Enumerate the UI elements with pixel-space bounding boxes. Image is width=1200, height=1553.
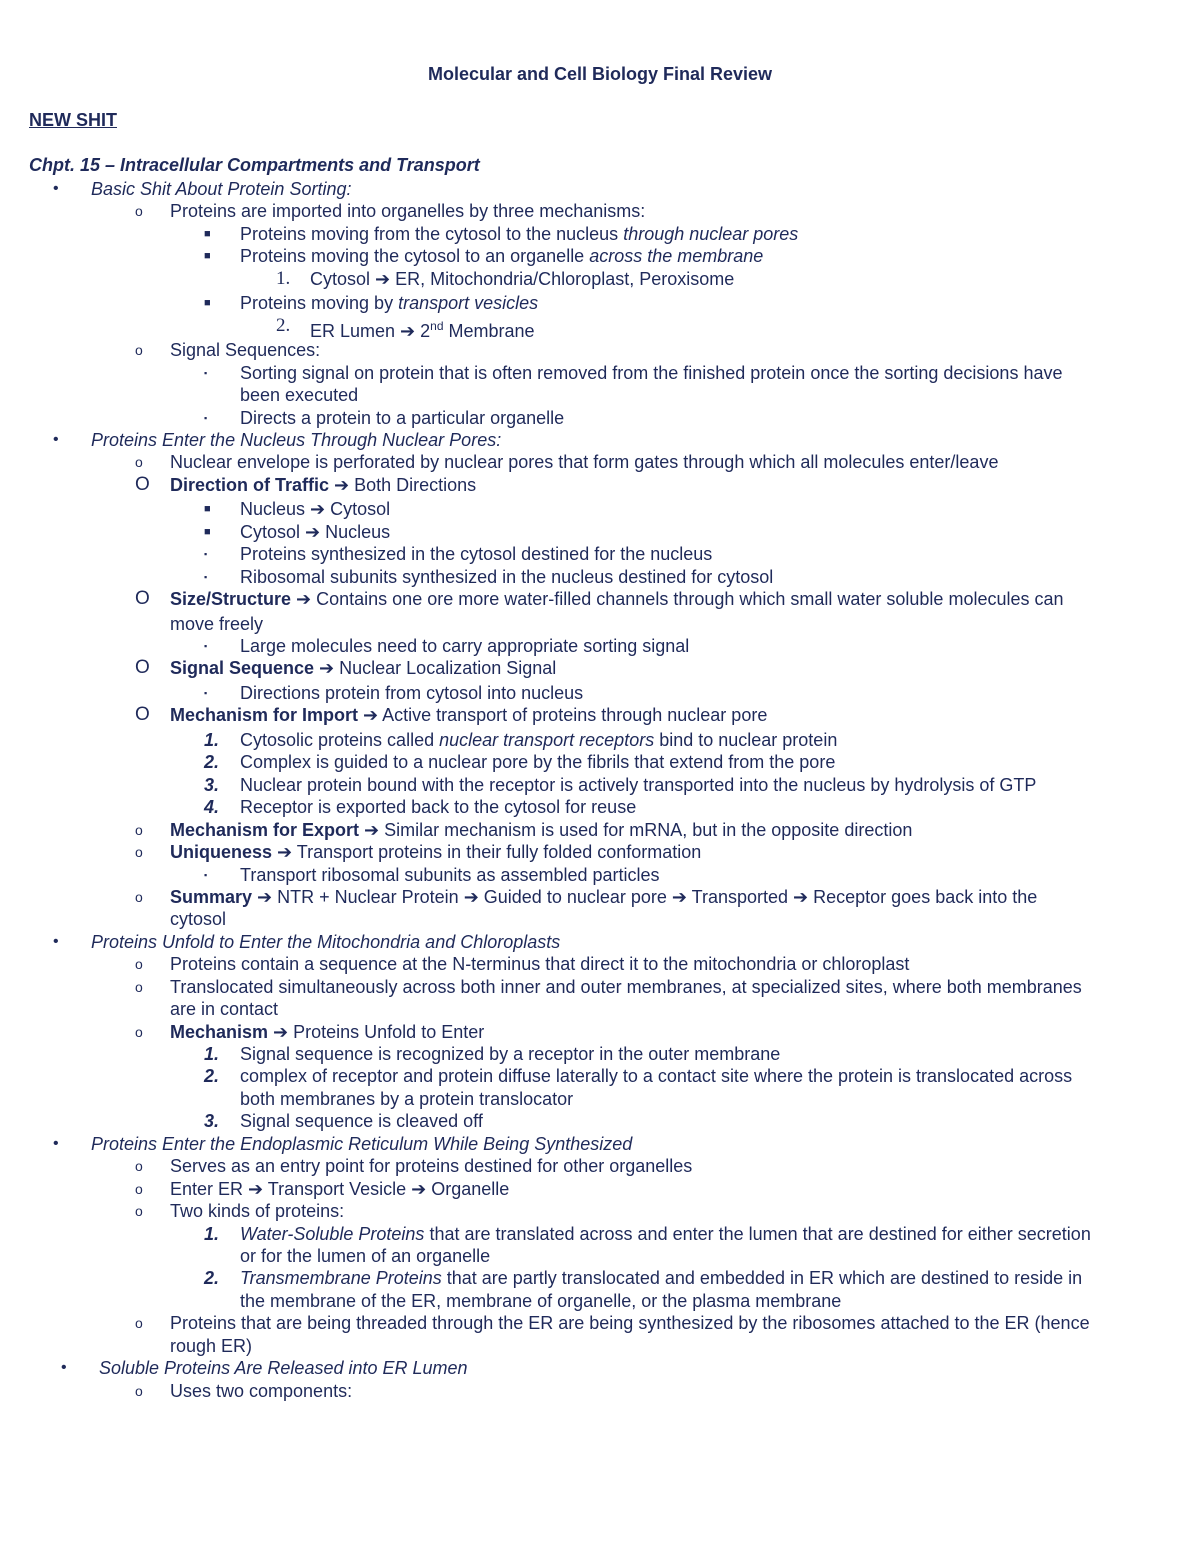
- outline-item-text: [170, 886, 1037, 908]
- outline-item: [0, 774, 1200, 796]
- outline-item: [0, 682, 1200, 704]
- text-run: Proteins Unfold to Enter the Mitochondria and Chloroplasts: [91, 931, 561, 952]
- bullet-marker: •: [53, 430, 59, 448]
- outline-item-text: [170, 704, 767, 726]
- text-run: across the membrane: [589, 246, 764, 267]
- chapter-heading: Chpt. 15 – Intracellular Compartments and Transport: [29, 155, 480, 175]
- outline-item-text: [170, 588, 1064, 610]
- text-run: Transport proteins in their fully folded conformation: [292, 842, 702, 863]
- bullet-marker: ■: [204, 525, 211, 538]
- outline-item-text: [240, 1223, 1091, 1245]
- text-run: Transmembrane Proteins: [240, 1268, 442, 1289]
- text-run: rough ER): [170, 1335, 253, 1356]
- text-run: Translocated simultaneously across both inner and outer membranes, at specialized sites, where both membranes: [170, 976, 1082, 997]
- outline-item-text: [240, 292, 538, 314]
- text-run: Summary ➔: [170, 886, 273, 907]
- outline-item: [0, 200, 1200, 222]
- list-number: 1.: [276, 267, 291, 289]
- text-run: the membrane of the ER, membrane of organelle, or the plasma membrane: [240, 1290, 842, 1311]
- text-run: Both Directions: [349, 474, 477, 495]
- outline-item-text: [91, 429, 501, 451]
- outline-item-text: [240, 751, 835, 773]
- text-run: Proteins moving by: [240, 293, 399, 314]
- outline-item-text: [170, 1380, 352, 1402]
- text-run: Large molecules need to carry appropriate sorting signal: [240, 636, 690, 656]
- outline-item: [0, 566, 1200, 588]
- bullet-marker: ▪: [204, 641, 208, 651]
- text-run: through nuclear pores: [623, 223, 799, 244]
- outline-item-text: [170, 1178, 509, 1200]
- outline-item: [0, 864, 1200, 886]
- bullet-marker: •: [53, 180, 59, 197]
- outline-item: [0, 796, 1200, 818]
- bullet-marker: o: [135, 821, 143, 838]
- bullet-marker: ■: [204, 503, 211, 516]
- outline-item: [0, 635, 1200, 657]
- outline-item: [0, 841, 1200, 863]
- outline-item: [0, 223, 1200, 245]
- text-run: Signal Sequence ➔: [170, 658, 335, 679]
- outline-item-text: [240, 1043, 780, 1065]
- outline-item: [0, 886, 1200, 908]
- list-number: 1.: [204, 729, 220, 750]
- outline-item-text: [170, 953, 909, 975]
- list-number: 4.: [204, 797, 220, 818]
- text-run: Similar mechanism is used for mRNA, but in the opposite direction: [379, 819, 913, 840]
- outline-item-text: [310, 268, 734, 290]
- text-run: Soluble Proteins Are Released into ER Lumen: [99, 1358, 468, 1379]
- text-run: Cytosol ➔ ER, Mitochondria/Chloroplast, Peroxisome: [310, 268, 735, 289]
- outline-item-text: [240, 543, 712, 565]
- outline-item-text: [170, 976, 1082, 998]
- outline-item: [0, 1155, 1200, 1177]
- outline-item-text: [170, 841, 701, 863]
- text-run: Mechanism for Export ➔: [170, 819, 380, 840]
- list-number: 2.: [204, 752, 220, 773]
- text-run: Ribosomal subunits synthesized in the nucleus destined for cytosol: [240, 566, 774, 587]
- outline-item: [0, 292, 1200, 314]
- text-run: Two kinds of proteins:: [170, 1201, 345, 1222]
- text-run: Proteins are imported into organelles by three mechanisms:: [170, 201, 646, 222]
- bullet-marker: o: [135, 1382, 143, 1399]
- outline-item: [0, 657, 1200, 682]
- outline-item: [0, 704, 1200, 729]
- text-run: Proteins contain a sequence at the N-terminus that direct it to the mitochondria or chloroplast: [170, 954, 910, 975]
- text-run: Proteins Unfold to Enter: [288, 1021, 485, 1042]
- outline-item: [0, 451, 1200, 473]
- outline-item: [0, 976, 1200, 998]
- outline-item-continuation: [0, 908, 1200, 930]
- bullet-marker: o: [135, 1180, 143, 1197]
- outline-item-text: [170, 474, 476, 496]
- text-run: Proteins Enter the Endoplasmic Reticulum While Being Synthesized: [91, 1133, 633, 1154]
- outline-item-text: [240, 635, 689, 657]
- outline-item-continuation: [0, 1290, 1200, 1312]
- bullet-marker: O: [135, 657, 150, 679]
- outline-item-continuation: [0, 1335, 1200, 1357]
- bullet-marker: o: [135, 844, 143, 861]
- text-run: Nuclear envelope is perforated by nuclear pores that form gates through which all molecules enter/leave: [170, 452, 999, 473]
- text-run: that are translated across and enter the lumen that are destined for either secretion: [424, 1223, 1091, 1244]
- outline-item: [0, 407, 1200, 429]
- text-run: Signal Sequences:: [170, 340, 321, 361]
- text-run: Active transport of proteins through nuclear pore: [378, 705, 768, 726]
- text-run: Serves as an entry point for proteins destined for other organelles: [170, 1156, 693, 1177]
- outline-item-text: [170, 819, 912, 841]
- section-heading: NEW SHIT: [29, 110, 117, 130]
- outline-item-text: [170, 339, 320, 361]
- bullet-marker: ▪: [204, 549, 208, 560]
- outline-item-text: [240, 498, 390, 520]
- outline-item-text: [240, 362, 1062, 384]
- outline-item: [0, 1312, 1200, 1334]
- outline-item: [0, 1021, 1200, 1043]
- text-run: that are partly translocated and embedded in ER which are destined to reside in: [441, 1268, 1083, 1289]
- outline-item: [0, 245, 1200, 267]
- outline-item: [0, 1200, 1200, 1222]
- outline-item: [0, 498, 1200, 520]
- bullet-marker: •: [61, 1359, 67, 1377]
- text-run: bind to nuclear protein: [654, 729, 838, 750]
- text-run: Proteins synthesized in the cytosol destined for the nucleus: [240, 544, 713, 565]
- text-run: Direction of Traffic ➔: [170, 474, 350, 495]
- list-number: 2.: [204, 1066, 220, 1087]
- text-run: Uniqueness ➔: [170, 842, 293, 863]
- outline-item-text: [240, 1290, 841, 1312]
- outline-item-text: [91, 178, 351, 200]
- outline-item: [0, 1178, 1200, 1200]
- outline-item: [0, 1065, 1200, 1087]
- outline-item: [0, 1133, 1200, 1155]
- text-run: Proteins moving the cytosol to an organelle: [240, 246, 590, 267]
- text-run: Basic Shit About Protein Sorting:: [91, 179, 352, 199]
- outline-item: [0, 588, 1200, 613]
- text-run: Nuclear protein bound with the receptor is actively transported into the nucleus by hydrolysis of GTP: [240, 774, 1037, 795]
- bullet-marker: o: [135, 454, 143, 471]
- text-run: NTR + Nuclear Protein ➔ Guided to nuclear pore ➔ Transported ➔ Receptor goes back into the: [272, 886, 1038, 907]
- list-number: 1.: [204, 1044, 220, 1064]
- outline-item-text: [170, 1155, 692, 1177]
- outline-item-text: [240, 521, 390, 543]
- bullet-marker: o: [135, 342, 143, 359]
- text-run: both membranes by a protein translocator: [240, 1088, 574, 1109]
- bullet-marker: o: [135, 1203, 143, 1220]
- outline-item-continuation: [0, 998, 1200, 1020]
- outline-item-text: [170, 908, 226, 930]
- outline-item: [0, 1110, 1200, 1132]
- bullet-marker: ▪: [204, 367, 208, 378]
- bullet-marker: o: [135, 888, 143, 905]
- text-run: Cytosol ➔ Nucleus: [240, 521, 391, 542]
- text-run: nd: [430, 318, 444, 333]
- outline-item-text: [240, 384, 358, 406]
- list-number: 3.: [204, 1111, 220, 1132]
- bullet-marker: O: [135, 473, 150, 495]
- outline-item: [0, 543, 1200, 565]
- outline-item-text: [240, 682, 583, 704]
- outline-item-text: [240, 223, 798, 245]
- outline-item: [0, 362, 1200, 384]
- outline-item: [0, 729, 1200, 751]
- outline-list: [0, 178, 1200, 1402]
- text-run: or for the lumen of an organelle: [240, 1245, 491, 1266]
- list-number: 2.: [204, 1268, 220, 1289]
- outline-item-continuation: [0, 1245, 1200, 1267]
- outline-item-text: [91, 1133, 632, 1155]
- text-run: complex of receptor and protein diffuse laterally to a contact site where the protein is translocated across: [240, 1066, 1073, 1087]
- list-number: 1.: [204, 1223, 220, 1244]
- bullet-marker: o: [135, 978, 143, 995]
- outline-item: [0, 953, 1200, 975]
- outline-item-text: [91, 931, 560, 953]
- outline-item: [0, 339, 1200, 361]
- list-number: 3.: [204, 774, 220, 795]
- outline-item-text: [170, 451, 998, 473]
- bullet-marker: ▪: [204, 869, 208, 880]
- bullet-marker: •: [53, 932, 59, 950]
- outline-item: [0, 819, 1200, 841]
- outline-item: [0, 268, 1200, 293]
- outline-item-text: [240, 1267, 1082, 1289]
- outline-item-text: [170, 998, 278, 1020]
- bullet-marker: ▪: [204, 571, 208, 582]
- text-run: Sorting signal on protein that is often removed from the finished protein once the sorting decisions have: [240, 362, 1063, 383]
- text-run: Signal sequence is recognized by a receptor in the outer membrane: [240, 1044, 781, 1064]
- outline-item-text: [170, 613, 263, 635]
- outline-item-text: [240, 1088, 573, 1110]
- outline-item: [0, 474, 1200, 499]
- outline-item-text: [310, 315, 535, 342]
- outline-item-continuation: [0, 613, 1200, 635]
- text-run: ER Lumen ➔ 2: [310, 320, 431, 341]
- text-run: Uses two components:: [170, 1380, 353, 1401]
- text-run: Proteins that are being threaded through the ER are being synthesized by the ribosomes attached to the ER (hence: [170, 1313, 1090, 1334]
- bullet-marker: O: [135, 588, 150, 610]
- bullet-marker: •: [53, 1134, 59, 1152]
- text-run: Complex is guided to a nuclear pore by the fibrils that extend from the pore: [240, 752, 836, 773]
- text-run: Receptor is exported back to the cytosol for reuse: [240, 797, 637, 818]
- outline-item-text: [240, 1110, 483, 1132]
- outline-item: [0, 931, 1200, 953]
- bullet-marker: o: [135, 1315, 143, 1332]
- text-run: move freely: [170, 613, 264, 634]
- outline-item: [0, 178, 1200, 200]
- outline-item-text: [170, 1335, 252, 1357]
- text-run: are in contact: [170, 999, 279, 1020]
- bullet-marker: ▪: [204, 687, 208, 698]
- outline-item-text: [170, 657, 556, 679]
- document-title: Molecular and Cell Biology Final Review: [427, 64, 773, 84]
- outline-item-text: [240, 774, 1036, 796]
- bullet-marker: o: [135, 956, 143, 973]
- outline-item-text: [240, 729, 837, 751]
- text-run: cytosol: [170, 909, 227, 930]
- outline-item-text: [170, 1021, 484, 1043]
- bullet-marker: o: [135, 1158, 143, 1175]
- outline-item-text: [170, 200, 645, 222]
- bullet-marker: ■: [204, 227, 211, 240]
- text-run: Cytosolic proteins called: [240, 729, 440, 750]
- outline-item-text: [240, 864, 660, 886]
- text-run: Directs a protein to a particular organelle: [240, 407, 565, 428]
- outline-item-text: [240, 796, 636, 818]
- outline-item-text: [240, 1245, 490, 1267]
- text-run: Enter ER ➔ Transport Vesicle ➔ Organelle: [170, 1178, 510, 1199]
- text-run: Size/Structure ➔: [170, 589, 312, 610]
- text-run: Proteins moving from the cytosol to the nucleus: [240, 223, 624, 244]
- text-run: Directions protein from cytosol into nucleus: [240, 682, 584, 703]
- text-run: Signal sequence is cleaved off: [240, 1111, 483, 1132]
- text-run: transport vesicles: [398, 293, 539, 314]
- outline-item-text: [240, 566, 773, 588]
- bullet-marker: ▪: [204, 412, 208, 423]
- text-run: Water-Soluble Proteins: [240, 1223, 425, 1244]
- outline-item: [0, 1043, 1200, 1065]
- bullet-marker: O: [135, 704, 150, 726]
- text-run: Contains one ore more water-filled channels through which small water soluble molecules can: [311, 589, 1064, 610]
- text-run: Mechanism ➔: [170, 1021, 289, 1042]
- text-run: Transport ribosomal subunits as assembled particles: [240, 864, 660, 885]
- outline-item-text: [240, 1065, 1072, 1087]
- outline-item: [0, 521, 1200, 543]
- text-run: been executed: [240, 385, 359, 406]
- text-run: Membrane: [443, 320, 535, 341]
- outline-item-text: [170, 1200, 344, 1222]
- text-run: Proteins Enter the Nucleus Through Nuclear Pores:: [91, 429, 502, 450]
- outline-item: [0, 751, 1200, 773]
- bullet-marker: o: [135, 203, 143, 220]
- list-number: 2.: [276, 314, 291, 336]
- text-run: Nucleus ➔ Cytosol: [240, 499, 391, 520]
- outline-item: [0, 429, 1200, 451]
- outline-item-text: [170, 1312, 1090, 1334]
- outline-item-continuation: [0, 384, 1200, 406]
- outline-item-continuation: [0, 1088, 1200, 1110]
- outline-item: [0, 1380, 1200, 1402]
- outline-item: [0, 315, 1200, 340]
- bullet-marker: o: [135, 1023, 143, 1040]
- outline-item: [0, 1267, 1200, 1289]
- bullet-marker: ■: [204, 250, 211, 263]
- outline-item-text: [240, 245, 763, 267]
- outline-item: [0, 1357, 1200, 1379]
- outline-item-text: [240, 407, 564, 429]
- text-run: Mechanism for Import ➔: [170, 705, 379, 726]
- bullet-marker: ■: [204, 297, 211, 310]
- outline-item-text: [99, 1357, 468, 1379]
- text-run: nuclear transport receptors: [439, 729, 655, 750]
- text-run: Nuclear Localization Signal: [334, 658, 557, 679]
- outline-item: [0, 1223, 1200, 1245]
